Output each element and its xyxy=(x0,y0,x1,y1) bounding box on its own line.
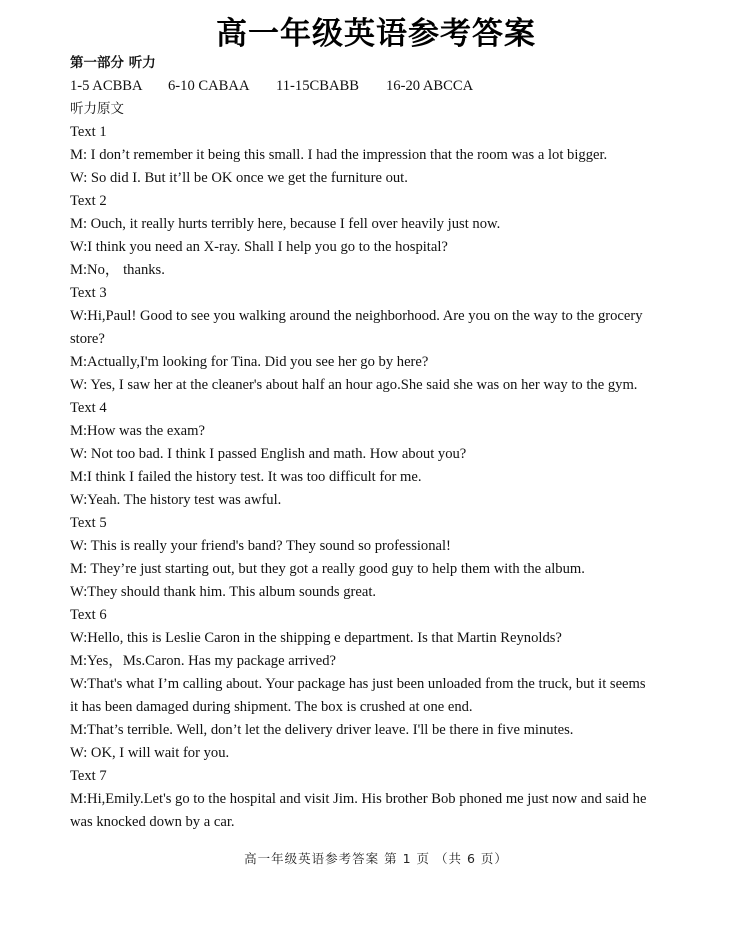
dialog-line: W:They should thank him. This album sounds great. xyxy=(70,584,377,600)
text-heading: Text 4 xyxy=(70,400,107,416)
dialog-line: W: This is really your friend's band? They sound so professional! xyxy=(70,538,451,554)
text-heading: Text 6 xyxy=(70,607,107,623)
text-heading: Text 7 xyxy=(70,768,107,784)
dialog-line: W:Hi,Paul! Good to see you walking around the neighborhood. Are you on the way to the grocery xyxy=(70,308,643,324)
dialog-line: M:I think I failed the history test. It was too difficult for me. xyxy=(70,469,422,485)
transcript xyxy=(70,121,690,834)
dialog-line: W:Hello, this is Leslie Caron in the shipping e department. Is that Martin Reynolds? xyxy=(70,630,562,646)
section-heading: 第一部分 听力 xyxy=(70,55,156,71)
dialog-line: it has been damaged during shipment. The box is crushed at one end. xyxy=(70,699,473,715)
dialog-line: M:No， thanks. xyxy=(70,262,165,278)
dialog-line: W:Yeah. The history test was awful. xyxy=(70,492,282,508)
dialog-line: M:How was the exam? xyxy=(70,423,205,439)
document-title: 高一年级英语参考答案 xyxy=(216,16,536,52)
text-heading: Text 1 xyxy=(70,124,107,140)
dialog-line: W:I think you need an X-ray. Shall I help you go to the hospital? xyxy=(70,239,448,255)
dialog-line: M: Ouch, it really hurts terribly here, because I fell over heavily just now. xyxy=(70,216,501,232)
dialog-line: W: Yes, I saw her at the cleaner's about half an hour ago.She said she was on her way to the gym. xyxy=(70,377,638,393)
dialog-line: W: Not too bad. I think I passed English and math. How about you? xyxy=(70,446,467,462)
dialog-line: W: So did I. But it’ll be OK once we get the furniture out. xyxy=(70,170,408,186)
dialog-line: M: They’re just starting out, but they got a really good guy to help them with the album. xyxy=(70,561,585,577)
dialog-line: M:That’s terrible. Well, don’t let the delivery driver leave. I'll be there in five minutes. xyxy=(70,722,574,738)
answer-group-3: 11-15CBABB xyxy=(276,78,359,94)
text-heading: Text 2 xyxy=(70,193,107,209)
document-body xyxy=(70,52,690,834)
text-heading: Text 5 xyxy=(70,515,107,531)
answer-key xyxy=(70,75,690,98)
dialog-line: store? xyxy=(70,331,105,347)
answer-group-4: 16-20 ABCCA xyxy=(386,78,474,94)
text-heading: Text 3 xyxy=(70,285,107,301)
dialog-line: W: OK, I will wait for you. xyxy=(70,745,230,761)
dialog-line: was knocked down by a car. xyxy=(70,814,235,830)
dialog-line: M:Hi,Emily.Let's go to the hospital and visit Jim. His brother Bob phoned me just now and said he xyxy=(70,791,647,807)
page-footer: 高一年级英语参考答案 第 1 页 （共 6 页） xyxy=(244,851,508,866)
dialog-line: M: I don’t remember it being this small. I had the impression that the room was a lot bigger. xyxy=(70,147,608,163)
answer-group-1: 1-5 ACBBA xyxy=(70,78,143,94)
dialog-line: M:Yes，Ms.Caron. Has my package arrived? xyxy=(70,653,337,669)
dialog-line: W:That's what I’m calling about. Your package has just been unloaded from the truck, but it seems xyxy=(70,676,646,692)
transcript-heading: 听力原文 xyxy=(70,101,124,117)
answer-group-2: 6-10 CABAA xyxy=(168,78,250,94)
dialog-line: M:Actually,I'm looking for Tina. Did you see her go by here? xyxy=(70,354,429,370)
